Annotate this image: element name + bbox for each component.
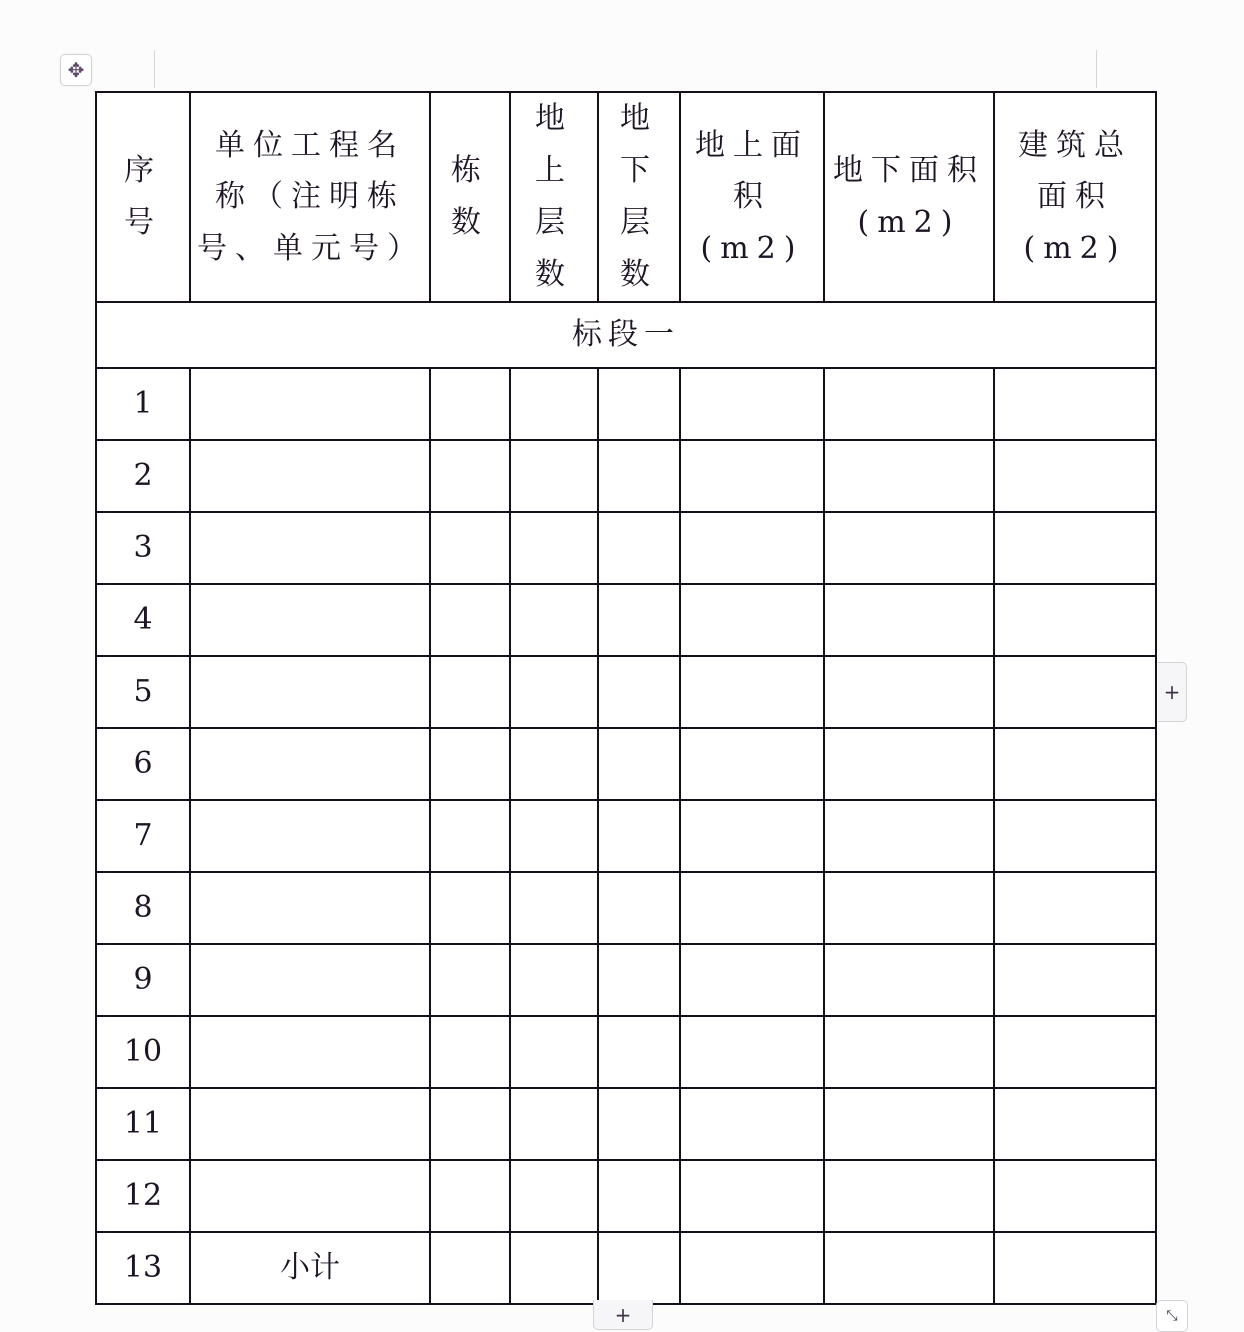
cell-area_above[interactable] (680, 512, 824, 584)
cell-total_area[interactable] (994, 872, 1156, 944)
cell-total_area[interactable] (994, 1160, 1156, 1232)
cell-area_above[interactable] (680, 584, 824, 656)
cell-building_count[interactable] (430, 656, 510, 728)
cell-floors_above[interactable] (510, 440, 598, 512)
table-row (96, 440, 1156, 512)
cell-floors_below[interactable] (598, 440, 680, 512)
cell-unit_name[interactable] (190, 728, 430, 800)
table-row (96, 1016, 1156, 1088)
cell-seq[interactable]: 4 (96, 584, 190, 656)
cell-floors_above[interactable] (510, 728, 598, 800)
cell-unit_name[interactable] (190, 512, 430, 584)
cell-unit_name[interactable] (190, 1088, 430, 1160)
cell-floors_below[interactable] (598, 1016, 680, 1088)
header-cell-area_below[interactable] (824, 92, 994, 302)
cell-seq[interactable]: 13 (96, 1232, 190, 1304)
cell-unit_name[interactable] (190, 800, 430, 872)
cell-unit_name[interactable] (190, 1016, 430, 1088)
header-label-line: 序 (124, 153, 162, 189)
cell-unit_name[interactable] (190, 872, 430, 944)
cell-area_below[interactable] (824, 1016, 994, 1088)
cell-building_count[interactable] (430, 584, 510, 656)
table-row (96, 1088, 1156, 1160)
cell-total_area[interactable] (994, 728, 1156, 800)
table-row (96, 944, 1156, 1016)
cell-floors_below[interactable] (598, 1232, 680, 1304)
header-label-line: 地下面积 (833, 153, 985, 189)
table-row (96, 584, 1156, 656)
header-label (825, 145, 993, 248)
header-label-line: 上 (535, 153, 573, 188)
table-row (96, 656, 1156, 728)
cell-total_area[interactable] (994, 944, 1156, 1016)
resize-diagonal-icon: ⤡ (1166, 1308, 1178, 1324)
header-label (431, 145, 509, 248)
cell-floors_above[interactable] (510, 1160, 598, 1232)
cell-floors_below[interactable] (598, 872, 680, 944)
cell-floors_above[interactable] (510, 368, 598, 440)
table-row (96, 368, 1156, 440)
plus-icon: + (1163, 680, 1181, 704)
cell-unit_name[interactable] (190, 944, 430, 1016)
header-label (191, 120, 429, 275)
cell-floors_below[interactable] (598, 584, 680, 656)
section-row (96, 302, 1156, 368)
cell-seq[interactable]: 5 (96, 656, 190, 728)
cell-total_area[interactable] (994, 1016, 1156, 1088)
table-row (96, 512, 1156, 584)
cell-area_below[interactable] (824, 368, 994, 440)
cell-area_above[interactable] (680, 1088, 824, 1160)
cell-total_area[interactable] (994, 800, 1156, 872)
cell-total_area[interactable] (994, 440, 1156, 512)
header-label-line: 地 (535, 101, 573, 136)
table-move-handle[interactable] (60, 54, 92, 86)
page-margin-marker-right (1096, 50, 1097, 88)
cell-building_count[interactable] (430, 872, 510, 944)
cell-area_above[interactable] (680, 1232, 824, 1304)
header-label (599, 93, 679, 301)
cell-seq[interactable]: 8 (96, 872, 190, 944)
header-label-line: 层 (620, 205, 658, 240)
cell-floors_above[interactable] (510, 512, 598, 584)
header-label-line: 数 (620, 257, 658, 292)
add-column-button[interactable] (1158, 662, 1187, 722)
cell-area_below[interactable] (824, 1160, 994, 1232)
cell-floors_below[interactable] (598, 800, 680, 872)
header-label-line: 数 (451, 205, 489, 240)
header-label-line: 建筑总 (1018, 127, 1132, 163)
cell-floors_below[interactable] (598, 1088, 680, 1160)
cell-floors_below[interactable] (598, 368, 680, 440)
table-row (96, 1160, 1156, 1232)
plus-icon: + (614, 1302, 632, 1327)
cell-unit_name[interactable] (190, 584, 430, 656)
header-cell-total_area[interactable] (994, 92, 1156, 302)
cell-floors_above[interactable] (510, 1232, 598, 1304)
cell-unit_name[interactable] (190, 368, 430, 440)
header-cell-area_above[interactable] (680, 92, 824, 302)
cell-total_area[interactable] (994, 584, 1156, 656)
cell-floors_below[interactable] (598, 512, 680, 584)
cell-total_area[interactable] (994, 1088, 1156, 1160)
project-table (95, 91, 1157, 1305)
cell-seq[interactable]: 11 (96, 1088, 190, 1160)
cell-total_area[interactable] (994, 368, 1156, 440)
header-label-line: 层 (535, 205, 573, 240)
cell-floors_above[interactable] (510, 944, 598, 1016)
cell-unit_name[interactable] (190, 440, 430, 512)
page-margin-marker-left (154, 50, 155, 88)
cell-seq[interactable]: 10 (96, 1016, 190, 1088)
cell-total_area[interactable] (994, 1232, 1156, 1304)
cell-floors_below[interactable] (598, 728, 680, 800)
cell-area_above[interactable] (680, 440, 824, 512)
header-label (995, 120, 1155, 275)
header-cell-unit_name[interactable] (190, 92, 430, 302)
cell-seq[interactable]: 12 (96, 1160, 190, 1232)
cell-seq[interactable]: 2 (96, 440, 190, 512)
cell-floors_above[interactable] (510, 656, 598, 728)
cell-floors_above[interactable] (510, 872, 598, 944)
header-label (681, 120, 823, 275)
header-label (97, 145, 189, 248)
cell-building_count[interactable] (430, 1016, 510, 1088)
header-label-line: 地 (620, 101, 658, 136)
cell-seq[interactable]: 6 (96, 728, 190, 800)
header-cell-building_count[interactable] (430, 92, 510, 302)
table-row (96, 1232, 1156, 1304)
cell-area_below[interactable] (824, 1088, 994, 1160)
cell-seq[interactable]: 7 (96, 800, 190, 872)
cell-building_count[interactable] (430, 728, 510, 800)
header-cell-floors_below[interactable] (598, 92, 680, 302)
header-label-line: 积(m2) (700, 179, 804, 266)
cell-unit_name[interactable] (190, 656, 430, 728)
header-label-line: 号 (124, 205, 162, 240)
header-label-line: 称（注明栋 (215, 179, 405, 215)
cell-area_below[interactable] (824, 944, 994, 1016)
header-cell-floors_above[interactable] (510, 92, 598, 302)
cell-total_area[interactable] (994, 512, 1156, 584)
section-title-cell[interactable]: 标段一 (96, 302, 1156, 368)
cell-area_below[interactable] (824, 512, 994, 584)
table-row (96, 872, 1156, 944)
table-resize-handle[interactable] (1156, 1300, 1188, 1332)
cell-area_below[interactable] (824, 440, 994, 512)
cell-floors_below[interactable] (598, 1160, 680, 1232)
cell-floors_above[interactable] (510, 1016, 598, 1088)
cell-floors_above[interactable] (510, 584, 598, 656)
cell-building_count[interactable] (430, 800, 510, 872)
cell-area_above[interactable] (680, 728, 824, 800)
cell-area_below[interactable] (824, 728, 994, 800)
header-label-line: 单位工程名 (215, 127, 405, 163)
cell-floors_above[interactable] (510, 800, 598, 872)
cell-area_below[interactable] (824, 656, 994, 728)
cell-area_below[interactable] (824, 800, 994, 872)
header-label-line: 面积 (1037, 179, 1113, 215)
cell-building_count[interactable] (430, 944, 510, 1016)
cell-area_below[interactable] (824, 1232, 994, 1304)
add-row-button[interactable] (593, 1300, 653, 1330)
header-label-line: 下 (620, 153, 658, 188)
cell-unit_name[interactable]: 小计 (190, 1232, 430, 1304)
header-row (96, 92, 1156, 302)
cell-area_above[interactable] (680, 944, 824, 1016)
cell-area_above[interactable] (680, 368, 824, 440)
cell-area_below[interactable] (824, 872, 994, 944)
move-arrows-icon: ✥ (67, 58, 85, 82)
cell-area_above[interactable] (680, 872, 824, 944)
cell-floors_above[interactable] (510, 1088, 598, 1160)
cell-area_below[interactable] (824, 584, 994, 656)
cell-area_above[interactable] (680, 1016, 824, 1088)
cell-seq[interactable]: 1 (96, 368, 190, 440)
cell-unit_name[interactable] (190, 1160, 430, 1232)
header-label-line: (m2) (1023, 230, 1127, 266)
cell-building_count[interactable] (430, 512, 510, 584)
header-label-line: 栋 (451, 153, 489, 189)
cell-building_count[interactable] (430, 1088, 510, 1160)
table-row (96, 800, 1156, 872)
cell-building_count[interactable] (430, 1232, 510, 1304)
cell-seq[interactable]: 3 (96, 512, 190, 584)
table-row (96, 728, 1156, 800)
cell-area_above[interactable] (680, 800, 824, 872)
cell-area_above[interactable] (680, 1160, 824, 1232)
cell-seq[interactable]: 9 (96, 944, 190, 1016)
header-label-line: 数 (535, 257, 573, 292)
cell-area_above[interactable] (680, 656, 824, 728)
cell-floors_below[interactable] (598, 944, 680, 1016)
cell-total_area[interactable] (994, 656, 1156, 728)
header-label (511, 93, 597, 301)
header-label-line: (m2) (857, 205, 961, 240)
cell-building_count[interactable] (430, 1160, 510, 1232)
header-label-line: 地上面 (695, 127, 809, 163)
cell-building_count[interactable] (430, 368, 510, 440)
header-label-line: 号、单元号） (197, 230, 425, 266)
cell-building_count[interactable] (430, 440, 510, 512)
cell-floors_below[interactable] (598, 656, 680, 728)
header-cell-seq[interactable] (96, 92, 190, 302)
